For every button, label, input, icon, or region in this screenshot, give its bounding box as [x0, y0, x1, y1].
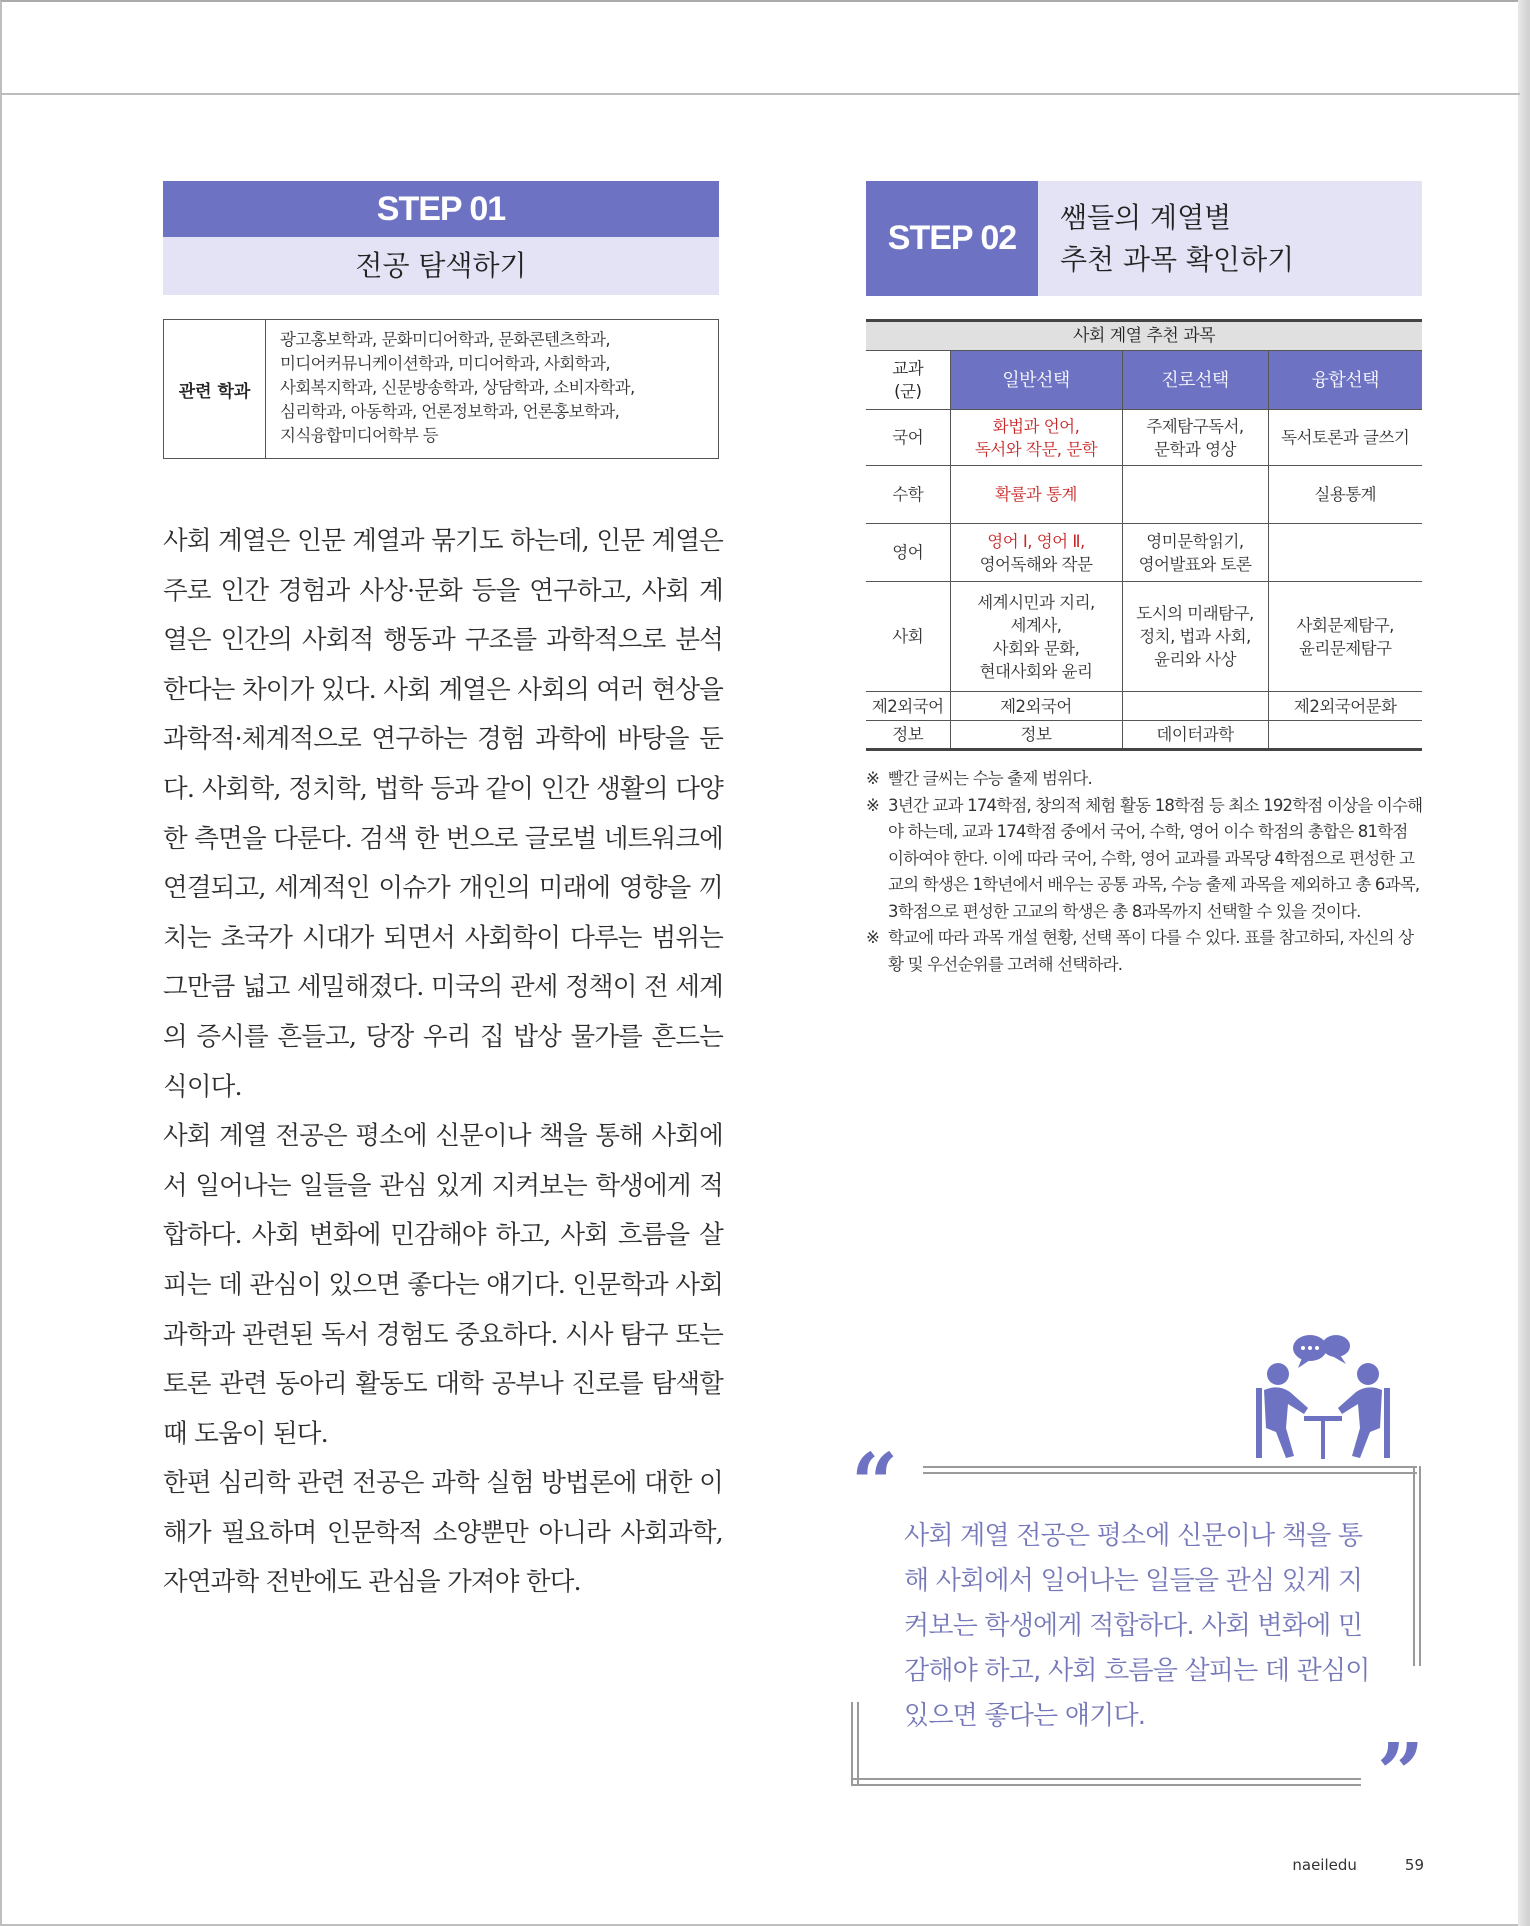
cell-subject: 사회 — [866, 582, 950, 692]
note-text: 3년간 교과 174학점, 창의적 체험 활동 18학점 등 최소 192학점 이상을 이수해야 하는데, 교과 174학점 중에서 국어, 수학, 영어 이수 학점의 총합은 81학점 이하여야 한다. 이에 따라 국어, 수학, 영어 교과를 과목당 4학점으로 편성한 고교의 학생은 1학년에서 배우는 공통 과목, 수능 출제 과목을 제외하고 총 6과목, 3학점으로 편성한 고교의 학생은 총 8과목까지 선택할 수 있을 것이다. — [888, 795, 1423, 921]
table-notes — [866, 766, 1426, 978]
open-quote-icon: “ — [851, 1436, 899, 1532]
cell-career: 데이터과학 — [1122, 721, 1268, 750]
table-row — [866, 692, 1422, 721]
related-departments-box — [163, 319, 719, 459]
cell-subject: 국어 — [866, 410, 950, 466]
quote-rule-right — [1413, 1466, 1421, 1546]
cell-subject: 제2외국어 — [866, 692, 950, 721]
step02-title-line2: 추천 과목 확인하기 — [1060, 243, 1295, 276]
cell-career: 주제탐구독서, 문학과 영상 — [1122, 410, 1268, 466]
header-career: 진로선택 — [1122, 351, 1268, 410]
cell-general: 제2외국어 — [950, 692, 1122, 721]
step02-badge: STEP 02 — [866, 181, 1038, 296]
cell-career — [1122, 692, 1268, 721]
cell-career — [1122, 466, 1268, 524]
cell-general: 정보 — [950, 721, 1122, 750]
cell-career: 영미문학읽기, 영어발표와 토론 — [1122, 524, 1268, 582]
pull-quote — [851, 1436, 1424, 1822]
cell-career: 도시의 미래탐구, 정치, 법과 사회, 윤리와 사상 — [1122, 582, 1268, 692]
step02-title-line1: 쌤들의 계열별 — [1060, 201, 1232, 234]
step02-title — [1038, 181, 1422, 296]
paragraph-2: 사회 계열 전공은 평소에 신문이나 책을 통해 사회에서 일어나는 일들을 관심 있게 지켜보는 학생에게 적합하다. 사회 변화에 민감해야 하고, 사회 흐름을 살피는 데 관심이 있으면 좋다는 얘기다. 인문학과 사회과학과 관련된 독서 경험도 중요하다. 시사 탐구 또는 토론 관련 동아리 활동도 대학 공부나 진로를 탐색할 때 도움이 된다. — [163, 1121, 723, 1449]
dept-line: 사회복지학과, 신문방송학과, 상담학과, 소비자학과, — [280, 378, 635, 397]
cell-general-line1: 영어 Ⅰ, 영어 Ⅱ, — [987, 531, 1085, 551]
dept-line: 미디어커뮤니케이션학과, 미디어학과, 사회학과, — [280, 354, 611, 373]
paragraph-1: 사회 계열은 인문 계열과 묶기도 하는데, 인문 계열은 주로 인간 경험과 사상·문화 등을 연구하고, 사회 계열은 인간의 사회적 행동과 구조를 과학적으로 분석한다는 차이가 있다. 사회 계열은 사회의 여러 현상을 과학적·체계적으로 연구하는 경험 과학에 바탕을 둔다. 사회학, 정치학, 법학 등과 같이 인간 생활의 다양한 측면을 다룬다. 검색 한 번으로 글로벌 네트워크에 연결되고, 세계적인 이슈가 개인의 미래에 영향을 끼치는 초국가 시대가 되면서 사회학이 다루는 범위는 그만큼 넓고 세밀해졌다. 미국의 관세 정책이 전 세계의 증시를 흔들고, 당장 우리 집 밥상 물가를 흔드는 식이다. — [163, 526, 723, 1102]
page-footer — [1292, 1856, 1424, 1874]
note-text: 빨간 글씨는 수능 출제 범위다. — [888, 769, 1092, 788]
note-mark: ※ — [866, 795, 880, 815]
quote-rule-left — [851, 1702, 859, 1784]
cell-subject: 영어 — [866, 524, 950, 582]
dept-line: 지식융합미디어학부 등 — [280, 426, 439, 445]
cell-subject: 정보 — [866, 721, 950, 750]
quote-rule-top — [923, 1466, 1417, 1474]
cell-general: 확률과 통계 — [950, 466, 1122, 524]
quote-rule-bottom — [851, 1778, 1361, 1786]
table-caption: 사회 계열 추천 과목 — [866, 321, 1422, 351]
note-mark: ※ — [866, 928, 880, 947]
quote-text: 사회 계열 전공은 평소에 신문이나 책을 통해 사회에서 일어나는 일들을 관심 있게 지켜보는 학생에게 적합하다. 사회 변화에 민감해야 하고, 사회 흐름을 살피는 데 관심이 있으면 좋다는 얘기다. — [904, 1521, 1370, 1731]
step01-header — [163, 181, 719, 295]
step01-badge: STEP 01 — [163, 181, 719, 237]
article-body — [163, 517, 723, 1608]
close-quote-icon: ” — [1376, 1726, 1424, 1822]
table-row — [866, 524, 1422, 582]
dept-line: 심리학과, 아동학과, 언론정보학과, 언론홍보학과, — [280, 402, 620, 421]
footer-brand: naeiledu — [1292, 1856, 1357, 1874]
header-fusion: 융합선택 — [1268, 351, 1422, 410]
cell-subject: 수학 — [866, 466, 950, 524]
note-mark: ※ — [866, 769, 880, 788]
cell-fusion: 독서토론과 글쓰기 — [1268, 410, 1422, 466]
dept-label: 관련 학과 — [164, 320, 266, 458]
cell-fusion: 사회문제탐구, 윤리문제탐구 — [1268, 582, 1422, 692]
header-subject — [866, 351, 950, 410]
cell-fusion: 제2외국어문화 — [1268, 692, 1422, 721]
table-row — [866, 582, 1422, 692]
top-rule — [0, 93, 1520, 95]
page-number: 59 — [1404, 1856, 1424, 1874]
dept-line: 광고홍보학과, 문화미디어학과, 문화콘텐츠학과, — [280, 330, 611, 349]
cell-fusion — [1268, 721, 1422, 750]
header-subject-text: 교과 (군) — [892, 359, 924, 401]
note-item — [866, 766, 1426, 793]
step01-title: 전공 탐색하기 — [163, 237, 719, 295]
cell-fusion: 실용통계 — [1268, 466, 1422, 524]
cell-general — [950, 524, 1122, 582]
header-general: 일반선택 — [950, 351, 1122, 410]
table-row — [866, 410, 1422, 466]
cell-general-line2: 영어독해와 작문 — [979, 554, 1093, 574]
page-edge — [1518, 0, 1530, 1926]
table-row — [866, 721, 1422, 750]
dept-list — [266, 320, 718, 458]
cell-general: 화법과 언어, 독서와 작문, 문학 — [950, 410, 1122, 466]
table-row — [866, 466, 1422, 524]
cell-fusion — [1268, 524, 1422, 582]
quote-rule-right-lower — [1413, 1546, 1421, 1666]
step02-header — [866, 181, 1422, 296]
note-text: 학교에 따라 과목 개설 현황, 선택 폭이 다를 수 있다. 표를 참고하되, 자신의 상황 및 우선순위를 고려해 선택하라. — [888, 928, 1414, 974]
note-item — [866, 925, 1426, 978]
note-item — [866, 793, 1426, 926]
paragraph-3: 한편 심리학 관련 전공은 과학 실험 방법론에 대한 이해가 필요하며 인문학적 소양뿐만 아니라 사회과학, 자연과학 전반에도 관심을 가져야 한다. — [163, 1468, 723, 1598]
recommended-subjects-table — [866, 319, 1422, 751]
cell-general: 세계시민과 지리, 세계사, 사회와 문화, 현대사회와 윤리 — [950, 582, 1122, 692]
